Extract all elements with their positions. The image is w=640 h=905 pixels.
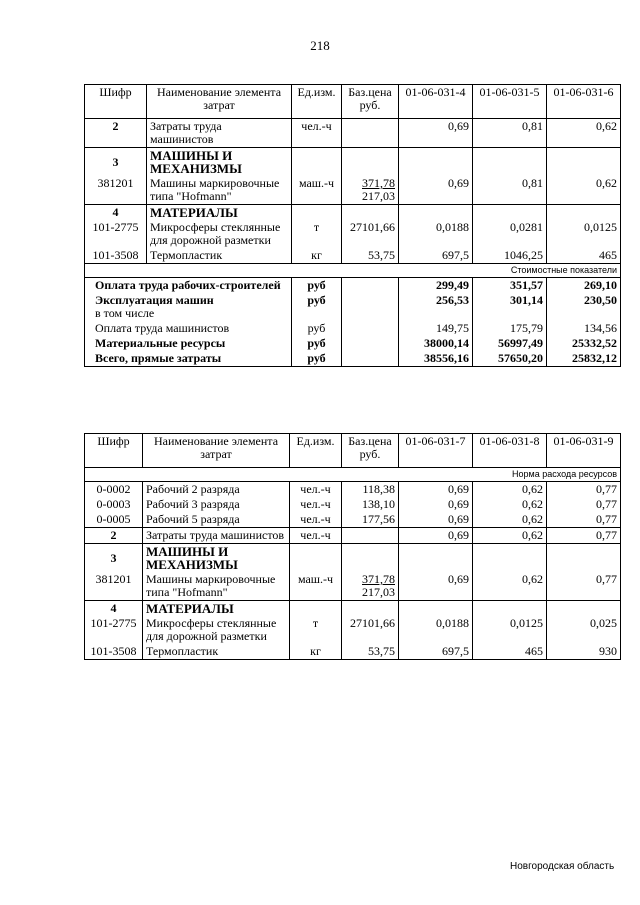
section-code: 4 [85,601,143,617]
row-price: 27101,66 [342,616,399,644]
section-title: МАШИНЫ И МЕХАНИЗМЫ [143,544,290,573]
cost-row [85,321,621,336]
cost-unit: руб [292,293,342,321]
row-value-3: 0,0125 [547,220,621,248]
row-code: 0-0002 [85,482,143,498]
cost-name: Материальные ресурсы [85,336,292,351]
price-secondary: 217,03 [362,585,395,599]
row-unit: чел.-ч [290,512,342,528]
row-code: 381201 [85,572,143,601]
header-col-1: 01-06-031-7 [399,434,473,468]
row-value-3: 0,77 [547,572,621,601]
row-value-1: 0,69 [399,572,473,601]
section-row [85,601,621,617]
row-unit: чел.-ч [292,119,342,148]
row-unit: маш.-ч [290,572,342,601]
table-row [85,220,621,248]
row-value-1: 0,69 [399,497,473,512]
table-row [85,572,621,601]
row-name: Микросферы стеклянные для дорожной разметки [143,616,290,644]
row-value-2: 0,81 [473,176,547,205]
row-unit: чел.-ч [290,528,342,544]
row-value-3: 0,77 [547,512,621,528]
table-header-row [85,85,621,119]
header-unit: Ед.изм. [292,85,342,119]
row-value-3: 0,025 [547,616,621,644]
cost-value-2: 56997,49 [473,336,547,351]
cost-row [85,336,621,351]
row-value-2: 0,62 [473,512,547,528]
row-value-1: 0,69 [399,176,473,205]
row-value-3: 930 [547,644,621,660]
price-secondary: 217,03 [362,189,395,203]
cost-value-3: 269,10 [547,278,621,294]
cost-value-2: 351,57 [473,278,547,294]
row-code: 2 [85,119,147,148]
row-name: Машины маркировочные типа "Hofmann" [143,572,290,601]
cost-value-2: 57650,20 [473,351,547,367]
table-row [85,482,621,498]
row-code: 0-0005 [85,512,143,528]
price-primary: 371,78 [362,176,395,190]
header-name: Наименование элемента затрат [143,434,290,468]
cost-value-1: 149,75 [399,321,473,336]
row-price [342,176,399,205]
cost-name: Оплата труда рабочих-строителей [85,278,292,294]
row-name: Рабочий 5 разряда [143,512,290,528]
cost-value-2: 301,14 [473,293,547,321]
cost-row [85,293,621,321]
row-value-2: 465 [473,644,547,660]
header-col-1: 01-06-031-4 [399,85,473,119]
header-col-2: 01-06-031-8 [473,434,547,468]
row-code: 101-3508 [85,248,147,264]
header-code: Шифр [85,85,147,119]
header-base-price: Баз.цена руб. [342,434,399,468]
subheader-row [85,264,621,278]
row-name: Затраты труда машинистов [147,119,292,148]
section-title: МАШИНЫ И МЕХАНИЗМЫ [147,148,292,177]
section-code: 3 [85,148,147,177]
cost-row [85,351,621,367]
cost-value-1: 256,53 [399,293,473,321]
header-unit: Ед.изм. [290,434,342,468]
section-title: МАТЕРИАЛЫ [143,601,290,617]
table-row [85,528,621,544]
row-value-2: 0,62 [473,482,547,498]
row-code: 381201 [85,176,147,205]
row-unit: кг [292,248,342,264]
cost-row [85,278,621,294]
row-price: 177,56 [342,512,399,528]
row-value-3: 465 [547,248,621,264]
row-code: 101-3508 [85,644,143,660]
table-row [85,248,621,264]
table-row [85,512,621,528]
row-price: 27101,66 [342,220,399,248]
cost-unit: руб [292,321,342,336]
subheader-row [85,468,621,482]
table-row [85,119,621,148]
header-code: Шифр [85,434,143,468]
header-base-price: Баз.цена руб. [342,85,399,119]
row-unit: чел.-ч [290,482,342,498]
row-name: Термопластик [147,248,292,264]
cost-name: Оплата труда машинистов [85,321,292,336]
row-price: 53,75 [342,644,399,660]
row-value-3: 0,77 [547,528,621,544]
row-value-1: 0,69 [399,119,473,148]
row-unit: маш.-ч [292,176,342,205]
page-number: 218 [310,38,330,53]
row-value-1: 697,5 [399,248,473,264]
row-unit: т [290,616,342,644]
table-row [85,176,621,205]
row-price: 118,38 [342,482,399,498]
row-value-1: 697,5 [399,644,473,660]
row-name: Машины маркировочные типа "Hofmann" [147,176,292,205]
resource-table-2 [84,433,621,660]
row-value-2: 0,62 [473,497,547,512]
row-value-3: 0,77 [547,482,621,498]
cost-name-sub: в том числе [95,306,155,320]
row-name: Рабочий 3 разряда [143,497,290,512]
cost-name [85,293,292,321]
row-value-1: 0,69 [399,528,473,544]
subheader-resource-norm: Норма расхода ресурсов [85,468,621,482]
row-price [342,572,399,601]
row-price: 53,75 [342,248,399,264]
cost-value-2: 175,79 [473,321,547,336]
row-price [342,119,399,148]
cost-unit: руб [292,336,342,351]
cost-name: Всего, прямые затраты [85,351,292,367]
header-col-3: 01-06-031-9 [547,434,621,468]
section-code: 4 [85,205,147,221]
cost-value-3: 134,56 [547,321,621,336]
cost-unit: руб [292,351,342,367]
row-code: 0-0003 [85,497,143,512]
row-value-2: 0,81 [473,119,547,148]
row-code: 101-2775 [85,220,147,248]
row-value-1: 0,0188 [399,220,473,248]
section-row [85,544,621,573]
subheader-cost-indicators: Стоимостные показатели [85,264,621,278]
row-name: Рабочий 2 разряда [143,482,290,498]
row-value-2: 0,0281 [473,220,547,248]
row-value-2: 0,62 [473,572,547,601]
row-code: 2 [85,528,143,544]
row-unit: чел.-ч [290,497,342,512]
cost-value-3: 230,50 [547,293,621,321]
row-value-3: 0,62 [547,176,621,205]
row-name: Затраты труда машинистов [143,528,290,544]
cost-value-1: 299,49 [399,278,473,294]
row-price [342,528,399,544]
table-row [85,497,621,512]
section-code: 3 [85,544,143,573]
cost-value-3: 25832,12 [547,351,621,367]
cost-value-1: 38556,16 [399,351,473,367]
row-name: Микросферы стеклянные для дорожной разметки [147,220,292,248]
row-value-2: 0,62 [473,528,547,544]
row-code: 101-2775 [85,616,143,644]
row-price: 138,10 [342,497,399,512]
table-row [85,616,621,644]
cost-value-1: 38000,14 [399,336,473,351]
row-value-2: 1046,25 [473,248,547,264]
row-unit: кг [290,644,342,660]
section-title: МАТЕРИАЛЫ [147,205,292,221]
row-unit: т [292,220,342,248]
resource-table-1 [84,84,621,367]
footer-region: Новгородская область [510,861,615,872]
table-row [85,644,621,660]
row-value-1: 0,0188 [399,616,473,644]
row-value-1: 0,69 [399,512,473,528]
cost-value-3: 25332,52 [547,336,621,351]
section-row [85,148,621,177]
row-value-2: 0,0125 [473,616,547,644]
header-col-2: 01-06-031-5 [473,85,547,119]
section-row [85,205,621,221]
row-value-3: 0,62 [547,119,621,148]
row-name: Термопластик [143,644,290,660]
cost-name-main: Эксплуатация машин [95,293,214,307]
row-value-1: 0,69 [399,482,473,498]
header-col-3: 01-06-031-6 [547,85,621,119]
row-value-3: 0,77 [547,497,621,512]
cost-unit: руб [292,278,342,294]
price-primary: 371,78 [362,572,395,586]
table-header-row [85,434,621,468]
header-name: Наименование элемента затрат [147,85,292,119]
